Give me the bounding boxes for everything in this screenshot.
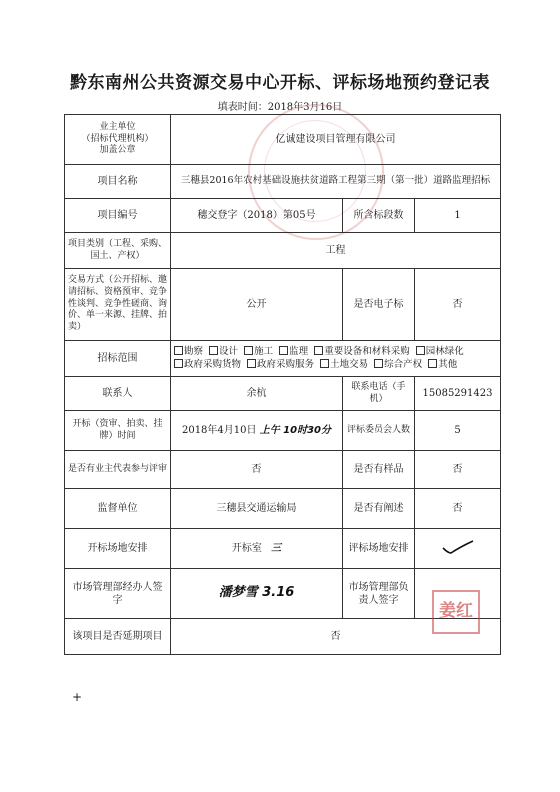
checkbox-icon	[247, 359, 256, 368]
electronic-label: 是否电子标	[343, 269, 415, 341]
checkbox-icon	[279, 346, 288, 355]
supervisor-label: 监督单位	[65, 489, 171, 529]
corner-mark: +	[72, 690, 83, 704]
checkbox-icon	[320, 359, 329, 368]
row-trade	[65, 269, 501, 341]
scope-line-2	[174, 359, 497, 371]
eval-venue-value	[415, 529, 501, 569]
scope-option: 园林绿化	[416, 346, 464, 357]
venue-room-handwritten: 三	[271, 543, 282, 554]
clarify-label: 是否有阐述	[343, 489, 415, 529]
project-name-label: 项目名称	[65, 165, 171, 199]
committee-label: 评标委员会人数	[343, 411, 415, 451]
handler-signature: 潘梦雪 3.16	[218, 585, 295, 601]
project-no-label: 项目编号	[65, 199, 171, 233]
checkbox-icon	[209, 346, 218, 355]
delay-label: 该项目是否延期项目	[65, 619, 171, 655]
sample-value: 否	[415, 451, 501, 489]
sample-label: 是否有样品	[343, 451, 415, 489]
scope-option: 监理	[279, 346, 308, 357]
committee-value: 5	[415, 411, 501, 451]
row-owner-rep	[65, 451, 501, 489]
checkmark-icon	[440, 539, 476, 555]
market-handler-sig	[171, 569, 343, 619]
scope-option: 施工	[244, 346, 273, 357]
checkbox-icon	[174, 359, 183, 368]
market-head-label: 市场管理部负责人签字	[343, 569, 415, 619]
personal-seal: 姜红	[432, 590, 480, 634]
row-category	[65, 233, 501, 269]
electronic-value: 否	[415, 269, 501, 341]
scope-options	[171, 341, 501, 377]
scope-option: 其他	[428, 359, 457, 370]
eval-venue-label: 评标场地安排	[343, 529, 415, 569]
delay-value: 否	[171, 619, 501, 655]
project-no-value: 穗交登字（2018）第05号	[171, 199, 343, 233]
trade-value: 公开	[171, 269, 343, 341]
fill-date: 填表时间：2018年3月16日	[217, 102, 343, 113]
scope-option: 设计	[209, 346, 238, 357]
row-supervisor	[65, 489, 501, 529]
form-title: 黔东南州公共资源交易中心开标、评标场地预约登记表	[70, 73, 490, 93]
trade-label: 交易方式（公开招标、邀请招标、资格预审、竞争性谈判、竞争性磋商、询价、单一来源、挂牌、拍卖）	[65, 269, 171, 341]
phone-value: 15085291423	[415, 377, 501, 411]
scope-option: 土地交易	[320, 359, 368, 370]
scope-line-1	[174, 346, 497, 358]
open-time-handwritten: 上午 10时30分	[259, 425, 332, 436]
sections-label: 所含标段数	[343, 199, 415, 233]
checkbox-icon	[314, 346, 323, 355]
open-time-label: 开标（资审、拍卖、挂牌）时间	[65, 411, 171, 451]
owner-rep-label: 是否有业主代表参与评审	[65, 451, 171, 489]
owner-label: 业主单位 （招标代理机构） 加盖公章	[65, 115, 171, 165]
scope-option: 勘察	[174, 346, 203, 357]
checkbox-icon	[374, 359, 383, 368]
row-contact	[65, 377, 501, 411]
row-scope	[65, 341, 501, 377]
scope-option: 政府采购货物	[174, 359, 241, 370]
category-label: 项目类别（工程、采购、国土、产权）	[65, 233, 171, 269]
owner-value: 亿诚建设项目管理有限公司	[171, 115, 501, 165]
open-time-value	[171, 411, 343, 451]
row-project-name	[65, 165, 501, 199]
phone-label: 联系电话（手机）	[343, 377, 415, 411]
scope-option: 重要设备和材料采购	[314, 346, 410, 357]
sections-value: 1	[415, 199, 501, 233]
row-venue	[65, 529, 501, 569]
clarify-value: 否	[415, 489, 501, 529]
category-value: 工程	[171, 233, 501, 269]
venue-room: 开标室	[231, 543, 262, 554]
checkbox-icon	[428, 359, 437, 368]
scope-option: 政府采购服务	[247, 359, 314, 370]
row-owner	[65, 115, 501, 165]
checkbox-icon	[244, 346, 253, 355]
checkbox-icon	[416, 346, 425, 355]
venue-value	[171, 529, 343, 569]
scope-option: 综合产权	[374, 359, 422, 370]
row-project-no	[65, 199, 501, 233]
scope-label: 招标范围	[65, 341, 171, 377]
registration-table	[64, 114, 501, 655]
row-open-time	[65, 411, 501, 451]
contact-value: 余杭	[171, 377, 343, 411]
contact-label: 联系人	[65, 377, 171, 411]
venue-label: 开标场地安排	[65, 529, 171, 569]
open-date: 2018年4月10日	[181, 425, 257, 436]
checkbox-icon	[174, 346, 183, 355]
owner-rep-value: 否	[171, 451, 343, 489]
market-handler-label: 市场管理部经办人签字	[65, 569, 171, 619]
project-name-value: 三穗县2016年农村基础设施扶贫道路工程第三期（第一批）道路监理招标	[171, 165, 501, 199]
supervisor-value: 三穗县交通运输局	[171, 489, 343, 529]
